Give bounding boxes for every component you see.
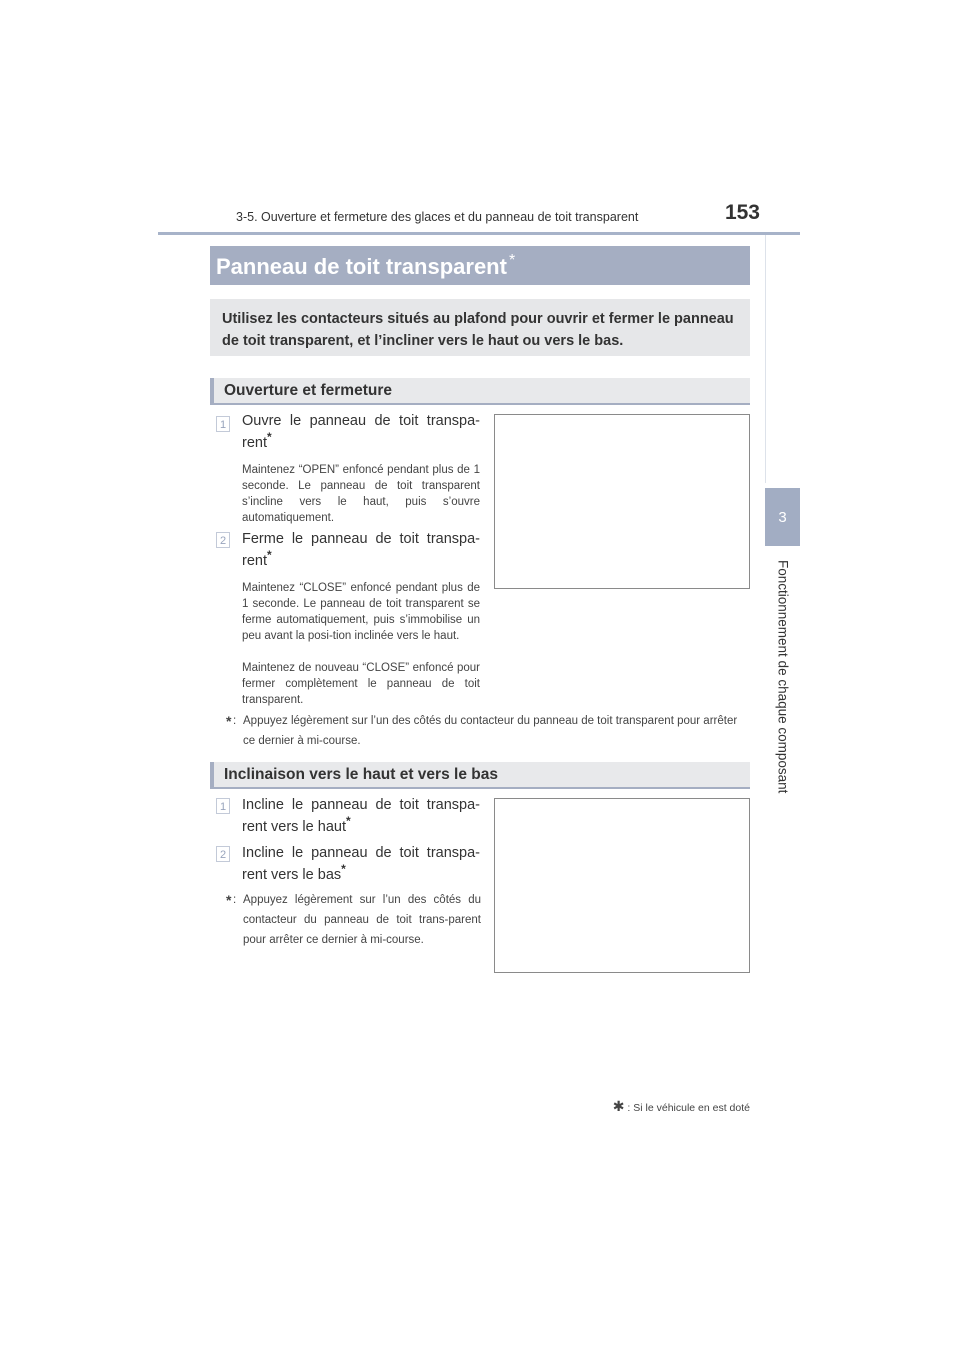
footnote-colon: : [233, 715, 237, 727]
illustration-tilt [494, 798, 750, 973]
item-description: Maintenez de nouveau “CLOSE” enfoncé pour fermer complètement le panneau de toit transparent. [242, 662, 480, 706]
chapter-tab [765, 488, 800, 546]
item-description: Maintenez “CLOSE” enfoncé pendant plus de 1 seconde. Le panneau de toit transparent se ferme automatiquement, puis s’immobilise un peu avant la posi-tion inclinée vers le haut. [242, 582, 480, 642]
asterisk: * [341, 862, 346, 876]
item-number-badge: 1 [216, 416, 230, 432]
footnote-text: Appuyez légèrement sur l’un des côtés du contacteur du panneau de toit transparent pour arrêter ce dernier à mi-course. [243, 715, 738, 747]
subheading-open-close [210, 378, 750, 405]
page-title-text: Panneau de toit transparent [216, 254, 507, 279]
chapter-label: Fonctionnement de chaque composant [775, 560, 791, 794]
page-title [216, 252, 515, 280]
item-number-badge: 1 [216, 798, 230, 814]
header-rule [158, 232, 800, 235]
footnote-star: * [226, 713, 232, 729]
item-title-text: Incline le panneau de toit transpa-rent vers le bas [242, 845, 480, 883]
item-title-text: Ouvre le panneau de toit transpa-rent [242, 413, 480, 451]
item-title-text: Ferme le panneau de toit transpa-rent [242, 531, 480, 569]
page-title-bar [210, 246, 750, 285]
chapter-label-container [770, 560, 796, 860]
page-number: 153 [724, 201, 760, 224]
item-description: Maintenez “OPEN” enfoncé pendant plus de 1 seconde. Le panneau de toit transparent s’incline vers le haut, puis s’ouvre automatiquement. [242, 464, 480, 524]
section-header: 3-5. Ouverture et fermeture des glaces et du panneau de toit transparent [236, 210, 639, 224]
subheading-tilt [210, 762, 750, 789]
note-text: : Si le véhicule en est doté [627, 1102, 750, 1114]
chapter-number: 3 [778, 508, 787, 526]
item-number-badge: 2 [216, 846, 230, 862]
item-title [242, 528, 480, 572]
item-title-text: Incline le panneau de toit transpa-rent vers le haut [242, 797, 480, 835]
optional-equipment-note [600, 1098, 750, 1115]
side-tab-line [765, 235, 800, 483]
note-star: ✱ [612, 1098, 625, 1114]
item-title [242, 842, 480, 886]
footnote-star: * [226, 892, 232, 908]
footnote-text: Appuyez légèrement sur l’un des côtés du contacteur du panneau de toit trans-parent pour arrêter ce dernier à mi-course. [243, 894, 481, 946]
item-title [242, 410, 480, 454]
illustration-open-close [494, 414, 750, 589]
asterisk: * [345, 814, 351, 828]
footnote-colon: : [233, 894, 237, 906]
asterisk: * [267, 430, 272, 444]
asterisk: * [267, 548, 272, 562]
item-number-badge: 2 [216, 532, 230, 548]
item-title [242, 794, 480, 838]
intro-text: Utilisez les contacteurs situés au plafond pour ouvrir et fermer le panneau de toit transparent, et l’incliner vers le haut ou vers le bas. [210, 299, 750, 356]
subheading-tilt-text: Inclinaison vers le haut et vers le bas [224, 766, 498, 783]
subheading-open-close-text: Ouverture et fermeture [224, 382, 392, 399]
title-asterisk: * [508, 252, 516, 269]
